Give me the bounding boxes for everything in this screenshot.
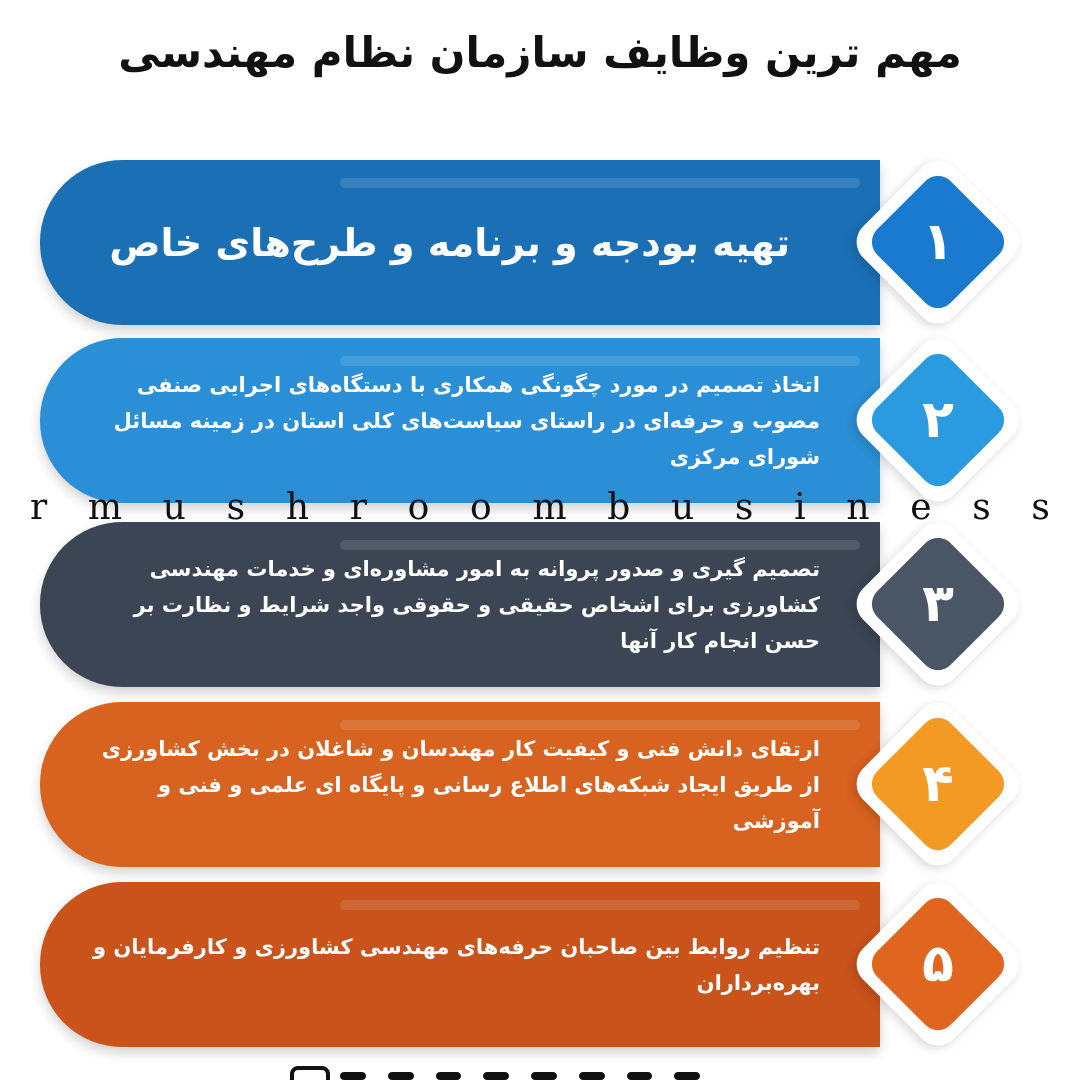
watermark-letter: s bbox=[1031, 487, 1050, 528]
item-bar bbox=[40, 522, 880, 687]
number-badge bbox=[848, 330, 1028, 510]
item-text: ارتقای دانش فنی و کیفیت کار مهندسان و شاغلان در بخش کشاورزی از طریق ایجاد شبکه‌های اطلاع رسانی و پایگاه ای علمی و فنی و آموزشی bbox=[101, 736, 820, 833]
watermark-letter: b bbox=[607, 487, 631, 528]
item-bar bbox=[40, 160, 880, 325]
watermark-letter: n bbox=[846, 487, 870, 528]
watermark-letter: s bbox=[226, 487, 246, 528]
page-title: مهم ترین وظایف سازمان نظام مهندسی bbox=[118, 28, 962, 77]
watermark-letter: s bbox=[972, 487, 991, 528]
item-bar bbox=[40, 882, 880, 1047]
watermark-letter: o bbox=[470, 487, 492, 528]
list-item-3 bbox=[0, 522, 1080, 692]
watermark-letter: o bbox=[407, 487, 430, 528]
watermark-letter: s bbox=[734, 487, 754, 528]
item-number: ۵ bbox=[922, 934, 954, 994]
list-item-2 bbox=[0, 338, 1080, 508]
number-badge bbox=[848, 694, 1028, 874]
number-badge bbox=[848, 152, 1028, 332]
watermark-letter: m bbox=[87, 487, 123, 528]
item-number: ۲ bbox=[922, 390, 954, 450]
item-number: ۳ bbox=[922, 574, 954, 634]
watermark-letter: m bbox=[532, 487, 567, 528]
watermark-letter: r bbox=[349, 487, 367, 528]
watermark-letter: r bbox=[30, 487, 48, 528]
list-item-5 bbox=[0, 882, 1080, 1052]
watermark-letter: u bbox=[162, 487, 186, 528]
number-badge bbox=[848, 514, 1028, 694]
footer-handle bbox=[340, 1072, 700, 1080]
item-number: ۱ bbox=[922, 212, 954, 272]
item-text: تنظیم روابط بین صاحبان حرفه‌های مهندسی کشاورزی و کارفرمایان و بهره‌برداران bbox=[93, 934, 820, 995]
item-number: ۴ bbox=[922, 754, 954, 814]
list-item-4 bbox=[0, 702, 1080, 872]
item-text: اتخاذ تصمیم در مورد چگونگی همکاری با دستگاه‌های اجرایی صنفی مصوب و حرفه‌ای در راستای سیاست‌های کلی استان در زمینه مسائل شورای مرکزی bbox=[113, 372, 820, 469]
watermark-letter: i bbox=[794, 487, 806, 528]
instagram-icon bbox=[290, 1066, 330, 1080]
watermark-letter: h bbox=[285, 487, 310, 528]
watermark-letter: u bbox=[671, 487, 695, 528]
item-text: تصمیم گیری و صدور پروانه به امور مشاوره‌ای و خدمات مهندسی کشاورزی برای اشخاص حقیقی و حقوقی واجد شرایط و نظارت بر حسن انجام کار آنها bbox=[133, 556, 820, 653]
number-badge bbox=[848, 874, 1028, 1054]
item-bar bbox=[40, 338, 880, 503]
item-text: تهیه بودجه و برنامه و طرح‌های خاص bbox=[109, 220, 790, 265]
item-bar bbox=[40, 702, 880, 867]
watermark-letter: e bbox=[910, 487, 932, 528]
list-item-1 bbox=[0, 160, 1080, 330]
